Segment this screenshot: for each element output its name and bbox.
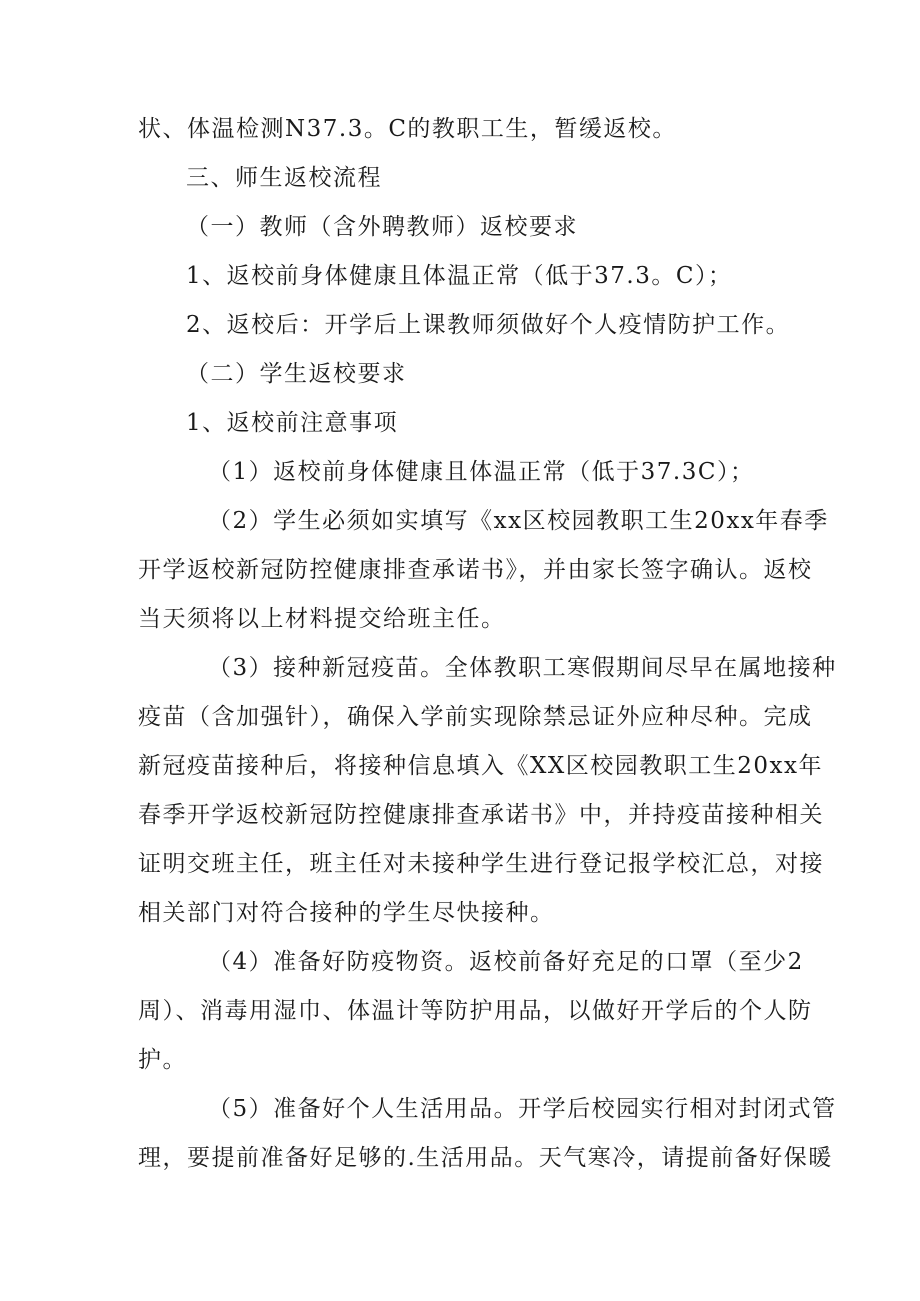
student-subitem-3-line-3: 新冠疫苗接种后，将接种信息填入《XX区校园教职工生20xx年 — [138, 753, 823, 779]
student-subitem-3-line-1: （3）接种新冠疫苗。全体教职工寒假期间尽早在属地接种 — [208, 655, 837, 681]
student-subitem-2-line-3: 当天须将以上材料提交给班主任。 — [138, 606, 506, 632]
teacher-item-1: 1、返校前身体健康且体温正常（低于37.3。C）； — [186, 263, 733, 289]
text-line-1: 状、体温检测N37.3。C的教职工生，暂缓返校。 — [138, 116, 677, 142]
student-subitem-3-line-5: 证明交班主任，班主任对未接种学生进行登记报学校汇总，对接 — [138, 851, 824, 877]
student-subitem-3-line-2: 疫苗（含加强针），确保入学前实现除禁忌证外应种尽种。完成 — [138, 704, 813, 730]
student-subitem-1: （1）返校前身体健康且体温正常（低于37.3C）； — [208, 459, 755, 485]
student-subitem-4-line-1: （4）准备好防疫物资。返校前备好充足的口罩（至少2 — [208, 949, 804, 975]
student-subitem-2-line-2: 开学返校新冠防控健康排查承诺书》，并由家长签字确认。返校 — [138, 557, 813, 583]
student-item-1-heading: 1、返校前注意事项 — [186, 410, 399, 436]
student-subitem-5-line-2: 理，要提前准备好足够的.生活用品。天气寒冷，请提前备好保暖 — [138, 1145, 833, 1171]
student-subitem-5-line-1: （5）准备好个人生活用品。开学后校园实行相对封闭式管 — [208, 1096, 837, 1122]
subsection-heading-teachers: （一）教师（含外聘教师）返校要求 — [186, 214, 578, 240]
teacher-item-2: 2、返校后：开学后上课教师须做好个人疫情防护工作。 — [186, 312, 791, 338]
student-subitem-4-line-2: 周）、消毒用湿巾、体温计等防护用品，以做好开学后的个人防 — [138, 998, 813, 1024]
student-subitem-4-line-3: 护。 — [138, 1047, 187, 1073]
section-heading-3: 三、师生返校流程 — [186, 165, 382, 191]
student-subitem-2-line-1: （2）学生必须如实填写《xx区校园教职工生20xx年春季 — [208, 508, 829, 534]
student-subitem-3-line-4: 春季开学返校新冠防控健康排查承诺书》中，并持疫苗接种相关 — [138, 802, 824, 828]
subsection-heading-students: （二）学生返校要求 — [186, 361, 407, 387]
student-subitem-3-line-6: 相关部门对符合接种的学生尽快接种。 — [138, 900, 555, 926]
